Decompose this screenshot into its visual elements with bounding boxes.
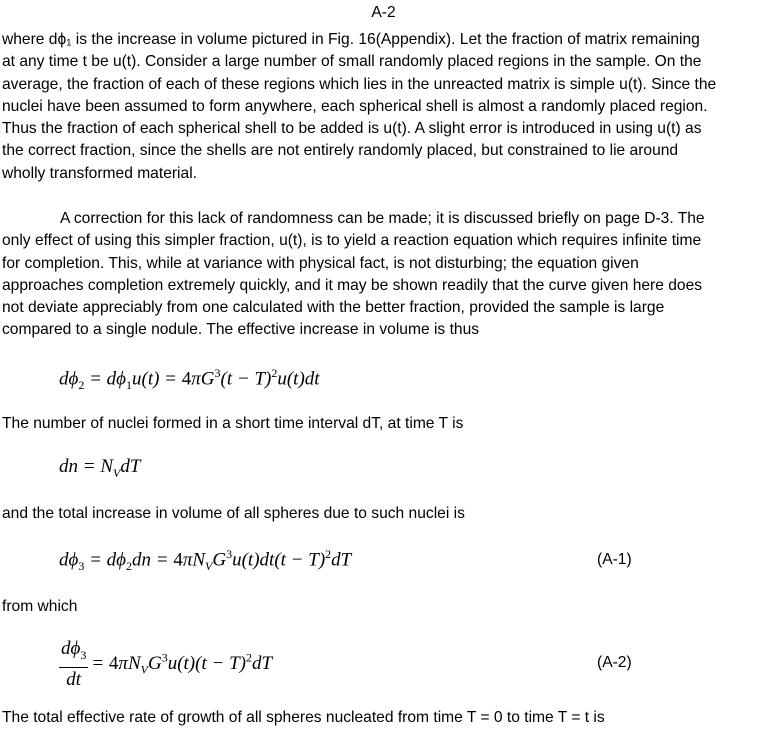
equation-a2-number: (A-2) bbox=[597, 654, 632, 671]
total-increase-text: and the total increase in volume of all spheres due to such nuclei is bbox=[2, 505, 465, 522]
growth-rate-text: The total effective rate of growth of all spheres nucleated from time T = 0 to time T = t is bbox=[2, 709, 605, 726]
from-which-text: from which bbox=[2, 598, 78, 615]
equation-a2: $\frac{d\phi_3}{dt}$ = $4\pi N_VG^3u(t)(t - T)^2dT$ bbox=[61, 638, 273, 690]
text-line: wholly transformed material. bbox=[2, 164, 197, 182]
nuclei-text: The number of nuclei formed in a short time interval dT, at time T is bbox=[2, 415, 464, 432]
equation-a1-number: (A-1) bbox=[597, 551, 632, 568]
text-line: where dϕ₁ is the increase in volume pictured in Fig. 16(Appendix). Let the fraction of matrix remaining bbox=[2, 31, 700, 48]
fraction: $\frac{d\phi_3}{dt}$ bbox=[61, 638, 87, 690]
page-number: A-2 bbox=[371, 4, 396, 21]
equation-a1: $d\phi_3 = d\phi_2dn = 4\pi N_VG^3u(t)dt(t - T)^2dT$ bbox=[59, 547, 352, 574]
equation-dphi2: $d\phi_2 = d\phi_1u(t) = 4\pi G^3(t - T)^2u(t)dt$ bbox=[59, 366, 320, 393]
text-line: only effect of using this simpler fraction, u(t), is to yield a reaction equation which requires infinite time bbox=[2, 232, 702, 250]
paragraph-2 bbox=[2, 208, 764, 342]
text-line: Thus the fraction of each spherical shell to be added is u(t). A slight error is introduced in using u(t) as bbox=[2, 120, 702, 138]
text-line: nuclei have been assumed to form anywhere, each spherical shell is almost a randomly placed region. bbox=[2, 97, 708, 115]
text-line: for completion. This, while at variance with physical fact, is not disturbing; the equation given bbox=[2, 254, 639, 272]
text-line: at any time t be u(t). Consider a large number of small randomly placed regions in the sample. On the bbox=[2, 53, 702, 71]
text-line: the correct fraction, since the shells are not entirely randomly placed, but constrained to lie around bbox=[2, 142, 679, 160]
text-line: average, the fraction of each of these regions which lies in the unreacted matrix is simple u(t). Since the bbox=[2, 75, 717, 93]
text-line: compared to a single nodule. The effective increase in volume is thus bbox=[2, 321, 480, 339]
equation-dn: dn = $N_VdT$ bbox=[59, 456, 141, 480]
paragraph-1 bbox=[2, 29, 764, 185]
text-line: A correction for this lack of randomness can be made; it is discussed briefly on page D-3. The bbox=[60, 210, 705, 227]
text-line: approaches completion extremely quickly, and it may be shown readily that the curve given here does bbox=[2, 276, 703, 294]
text-line: not deviate appreciably from one calculated with the better fraction, provided the sample is large bbox=[2, 299, 665, 317]
